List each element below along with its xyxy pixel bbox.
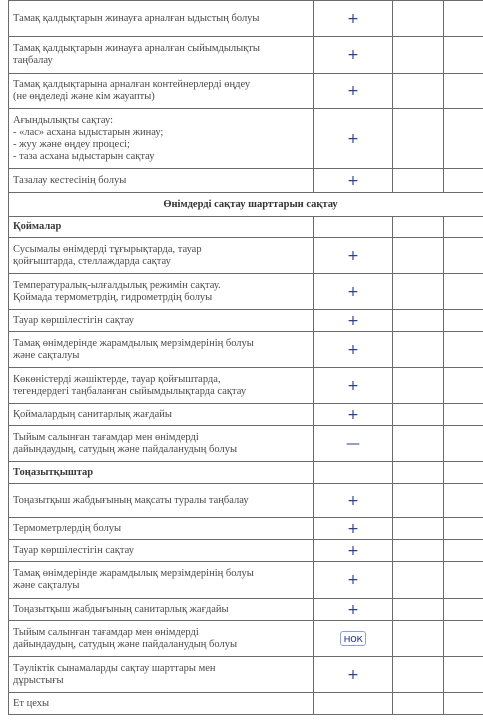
handwritten-mark: +	[347, 520, 359, 537]
criterion-line: Тыйым салынған тағамдар мен өнімдерді	[13, 431, 199, 443]
criterion-line: Тазалау кестесінің болуы	[13, 174, 127, 186]
handwritten-mark-cell	[314, 109, 393, 169]
checklist-row	[9, 404, 483, 426]
handwritten-mark: +	[347, 47, 359, 63]
handwritten-mark-cell	[314, 462, 393, 484]
criterion-line: Тоңазытқыш жабдығының санитарлық жағдайы	[13, 603, 229, 615]
criterion-text	[9, 518, 314, 540]
handwritten-mark-cell	[314, 693, 393, 715]
criterion-line: Тамақ қалдықтарын жинауға арналған ыдыстың болуы	[13, 12, 260, 24]
empty-cell	[444, 621, 483, 657]
empty-cell	[444, 518, 483, 540]
checklist-row	[9, 238, 483, 274]
subsection-row	[9, 217, 483, 238]
handwritten-mark: +	[347, 130, 359, 147]
handwritten-mark-cell	[314, 37, 393, 74]
subsection-row	[9, 462, 483, 484]
empty-cell	[393, 484, 444, 518]
handwritten-mark: +	[347, 572, 359, 588]
criterion-line: Тамақ өнімдерінде жарамдылық мерзімдерінің болуы	[13, 337, 254, 349]
empty-cell	[393, 1, 444, 37]
empty-cell	[393, 657, 444, 693]
criterion-text	[9, 310, 314, 332]
criterion-line: Қоймалар	[13, 221, 62, 232]
handwritten-mark-cell	[314, 238, 393, 274]
handwritten-mark: +	[347, 492, 359, 509]
criterion-line: Температуралық-ылғалдылық режимін сақтау.	[13, 279, 221, 291]
criterion-line: Термометрлердің болуы	[13, 522, 122, 534]
checklist-row	[9, 518, 483, 540]
criterion-line: Ағындылықты сақтау:	[13, 114, 114, 126]
checklist-row	[9, 657, 483, 693]
criterion-text	[9, 657, 314, 693]
handwritten-mark-cell	[314, 368, 393, 404]
criterion-text	[9, 404, 314, 426]
checklist-row	[9, 484, 483, 518]
handwritten-mark: +	[347, 312, 359, 329]
empty-cell	[393, 238, 444, 274]
handwritten-mark: +	[347, 83, 359, 99]
criterion-line: Қоймалардың санитарлық жағдайы	[13, 408, 172, 420]
criterion-line: дайындаудың, сатудың және пайдаланудың болуы	[13, 443, 238, 455]
empty-cell	[444, 657, 483, 693]
handwritten-mark-cell	[314, 1, 393, 37]
subsection-title	[9, 217, 314, 238]
criterion-line: дұрыстығы	[13, 674, 64, 686]
handwritten-mark-cell	[314, 621, 393, 657]
handwritten-mark: —	[346, 435, 360, 452]
empty-cell	[444, 109, 483, 169]
criterion-line: Көкөністерді жәшіктерде, тауар қойғыштарда,	[13, 373, 221, 385]
criterion-text	[9, 109, 314, 169]
empty-cell	[393, 368, 444, 404]
criterion-line: Тоңазытқыш жабдығының мақсаты туралы таңбалау	[13, 494, 249, 506]
criterion-text	[9, 621, 314, 657]
criterion-line: Тәуліктік сынамаларды сақтау шарттары мен	[13, 662, 216, 674]
criterion-text	[9, 1, 314, 37]
criterion-text	[9, 484, 314, 518]
empty-cell	[444, 540, 483, 562]
criterion-line: таңбалау	[13, 55, 53, 66]
criterion-line: дайындаудың, сатудың және пайдаланудың болуы	[13, 638, 238, 650]
empty-cell	[444, 693, 483, 715]
checklist-row	[9, 599, 483, 621]
checklist-row	[9, 693, 483, 715]
section-title-text: Өнімдерді сақтау шарттарын сақтау	[163, 198, 338, 210]
handwritten-mark: +	[347, 341, 359, 358]
handwritten-mark: +	[347, 283, 359, 300]
handwritten-mark: +	[347, 247, 359, 264]
criterion-line: Сусымалы өнімдерді тұғырықтарда, тауар	[13, 243, 202, 255]
empty-cell	[393, 599, 444, 621]
checklist-row	[9, 1, 483, 37]
empty-cell	[393, 169, 444, 193]
empty-cell	[444, 426, 483, 462]
empty-cell	[444, 310, 483, 332]
checklist-row	[9, 621, 483, 657]
handwritten-mark: +	[347, 377, 359, 394]
empty-cell	[393, 310, 444, 332]
checklist-row	[9, 368, 483, 404]
checklist-table	[8, 0, 483, 715]
empty-cell	[393, 217, 444, 238]
handwritten-mark-cell	[314, 599, 393, 621]
empty-cell	[393, 518, 444, 540]
handwritten-mark-cell	[314, 426, 393, 462]
handwritten-mark-cell	[314, 310, 393, 332]
criterion-text	[9, 332, 314, 368]
handwritten-mark: +	[347, 601, 359, 618]
handwritten-mark: +	[347, 10, 359, 27]
checklist-row	[9, 540, 483, 562]
checklist-body	[9, 1, 483, 715]
criterion-line: Қоймада термометрдің, гидрометрдің болуы	[13, 291, 213, 303]
criterion-line: - таза асхана ыдыстарын сақтау	[13, 150, 155, 162]
criterion-text	[9, 368, 314, 404]
subsection-title	[9, 462, 314, 484]
criterion-text	[9, 74, 314, 109]
empty-cell	[444, 74, 483, 109]
criterion-line: Тоңазытқыштар	[13, 466, 94, 478]
empty-cell	[393, 562, 444, 599]
empty-cell	[393, 332, 444, 368]
empty-cell	[444, 274, 483, 310]
criterion-line: қойғыштарда, стеллаждарда сақтау	[13, 255, 171, 267]
handwritten-mark: +	[347, 542, 359, 559]
criterion-text	[9, 599, 314, 621]
empty-cell	[393, 693, 444, 715]
handwritten-mark-cell	[314, 332, 393, 368]
criterion-line: Тауар көршілестігін сақтау	[13, 544, 134, 556]
handwritten-mark-cell	[314, 74, 393, 109]
empty-cell	[393, 426, 444, 462]
checklist-row	[9, 426, 483, 462]
handwritten-mark-cell	[314, 562, 393, 599]
empty-cell	[444, 332, 483, 368]
checklist-row	[9, 169, 483, 193]
empty-cell	[444, 169, 483, 193]
criterion-text	[9, 274, 314, 310]
empty-cell	[393, 540, 444, 562]
empty-cell	[393, 621, 444, 657]
empty-cell	[444, 562, 483, 599]
empty-cell	[444, 599, 483, 621]
checklist-row	[9, 37, 483, 74]
empty-cell	[393, 37, 444, 74]
criterion-line: - жуу және өңдеу процесі;	[13, 138, 130, 150]
criterion-line: Тамақ қалдықтарына арналған контейнерлерді өңдеу	[13, 79, 251, 90]
handwritten-mark-cell	[314, 169, 393, 193]
empty-cell	[444, 462, 483, 484]
criterion-text	[9, 238, 314, 274]
criterion-text	[9, 37, 314, 74]
checklist-row	[9, 562, 483, 599]
empty-cell	[393, 274, 444, 310]
criterion-line: Ет цехы	[13, 697, 50, 709]
handwritten-mark: нок	[340, 631, 365, 646]
handwritten-mark-cell	[314, 217, 393, 238]
empty-cell	[444, 217, 483, 238]
criterion-line: Тыйым салынған тағамдар мен өнімдерді	[13, 626, 199, 638]
handwritten-mark-cell	[314, 274, 393, 310]
criterion-line: тегендердегі таңбаланған сыйымдылықтарда сақтау	[13, 385, 247, 397]
section-title	[9, 193, 483, 217]
handwritten-mark: +	[347, 406, 359, 423]
checklist-row	[9, 332, 483, 368]
checklist-row	[9, 74, 483, 109]
section-header-row	[9, 193, 483, 217]
handwritten-mark-cell	[314, 540, 393, 562]
criterion-text	[9, 693, 314, 715]
empty-cell	[393, 109, 444, 169]
empty-cell	[393, 74, 444, 109]
criterion-line: - «лас» асхана ыдыстарын жинау;	[13, 126, 164, 138]
criterion-line: (не өңделеді және кім жауапты)	[13, 91, 155, 102]
checklist-row	[9, 274, 483, 310]
criterion-text	[9, 540, 314, 562]
criterion-line: Тауар көршілестігін сақтау	[13, 314, 134, 326]
criterion-line: Тамақ өнімдерінде жарамдылық мерзімдерінің болуы	[13, 568, 254, 579]
handwritten-mark: +	[347, 172, 359, 189]
criterion-line: Тамақ қалдықтарын жинауға арналған сыйымдылықты	[13, 43, 260, 54]
handwritten-mark: +	[347, 666, 359, 683]
criterion-text	[9, 426, 314, 462]
criterion-line: және сақталуы	[13, 349, 80, 361]
empty-cell	[444, 404, 483, 426]
handwritten-mark-cell	[314, 484, 393, 518]
empty-cell	[444, 484, 483, 518]
empty-cell	[444, 1, 483, 37]
criterion-text	[9, 169, 314, 193]
empty-cell	[444, 368, 483, 404]
checklist-row	[9, 310, 483, 332]
handwritten-mark-cell	[314, 518, 393, 540]
handwritten-mark-cell	[314, 404, 393, 426]
empty-cell	[393, 404, 444, 426]
criterion-line: және сақталуы	[13, 580, 80, 591]
criterion-text	[9, 562, 314, 599]
empty-cell	[393, 462, 444, 484]
empty-cell	[444, 37, 483, 74]
inspection-checklist-page	[8, 0, 476, 720]
checklist-row	[9, 109, 483, 169]
empty-cell	[444, 238, 483, 274]
handwritten-mark-cell	[314, 657, 393, 693]
